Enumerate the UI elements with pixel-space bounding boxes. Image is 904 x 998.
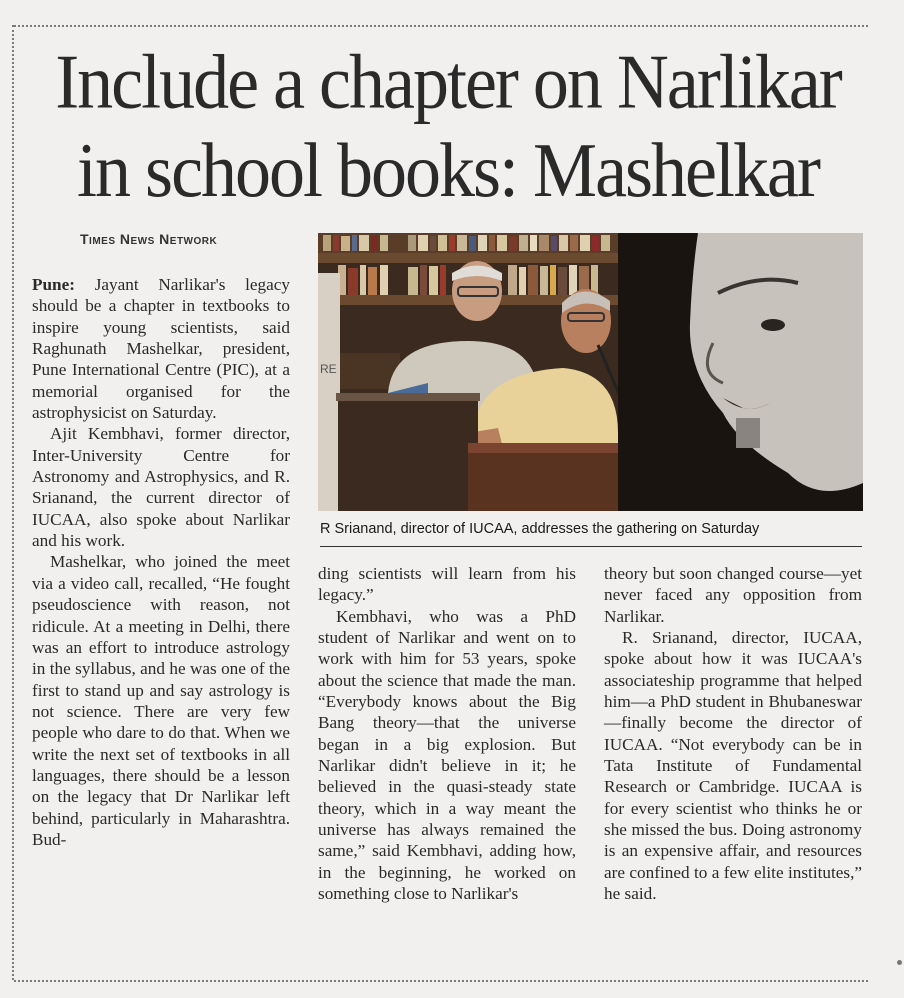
headline-line-1: Include a chapter on Narlikar (55, 38, 841, 125)
article-column-1 (32, 274, 290, 850)
article-paragraph (32, 274, 290, 423)
byline: Times News Network (80, 231, 218, 247)
top-dotted-rule (14, 25, 868, 27)
article-column-2 (318, 563, 576, 905)
photo-side-text: RE (320, 362, 337, 376)
margin-dot (897, 960, 902, 965)
article-paragraph: Ajit Kembhavi, former director, Inter-University Centre for Astronomy and Astrophysics, and R. Srianand, the current director of IUCAA, also spoke about Narlikar and his work. (32, 424, 290, 551)
article-paragraph: Mashelkar, who joined the meet via a video call, recalled, “He fought pseudoscience with reason, not ridicule. At a meeting in Delhi, there was an effort to introduce astrology in the syllabus, and he was one of the first to stand up and say astrology is not science. There are very few people who dare to do that. When we write the next set of textbooks in all languages, there should be a lesson on the legacy that Dr Narlikar left behind, particularly in Maharashtra. Bud- (32, 552, 290, 849)
caption-rule (320, 546, 862, 547)
article-paragraph: Kembhavi, who was a PhD student of Narlikar and went on to work with him for 53 years, spoke about the science that made the man. “Everybody knows about the Big Bang theory—that the universe began in a big explosion. But Narlikar didn't believe in it; he believed in the quasi-steady state theory, which in a way meant the universe has always remained the same,” said Kembhavi, adding how, in the beginning, he worked on something close to Narlikar's (318, 606, 576, 904)
article-paragraph: ding scientists will learn from his legacy.” (318, 564, 576, 605)
headline (20, 37, 876, 214)
article-paragraph: theory but soon changed course—yet never faced any opposition from Narlikar. (604, 564, 862, 626)
left-dotted-rule (12, 25, 14, 980)
article-photo (318, 233, 863, 511)
headline-line-2: in school books: Mashelkar (77, 127, 819, 214)
photo-caption: R Srianand, director of IUCAA, addresses the gathering on Saturday (320, 521, 760, 537)
photo-illustration (318, 233, 863, 511)
bookshelf-books (323, 235, 610, 251)
dateline: Pune: (32, 275, 75, 294)
article-paragraph: R. Srianand, director, IUCAA, spoke about how it was IUCAA's associateship programme that helped him—a PhD student in Bhubaneswar—finally become the director of IUCAA. “Not everybody can be in Tata Institute of Fundamental Research or Cambridge. IUCAA is for every scientist who thinks he or she missed the bus. Doing astronomy is an expensive affair, and resources are confined to a few elite institutes,” he said. (604, 628, 862, 904)
paragraph-1-text: Jayant Narlikar's legacy should be a chapter in textbooks to inspire young scientists, said Raghunath Mashelkar, president, Pune International Centre (PIC), at a memorial organised for the astrophysicist on Saturday. (32, 275, 291, 423)
bottom-dotted-rule (14, 980, 868, 982)
article-column-3 (604, 563, 862, 905)
